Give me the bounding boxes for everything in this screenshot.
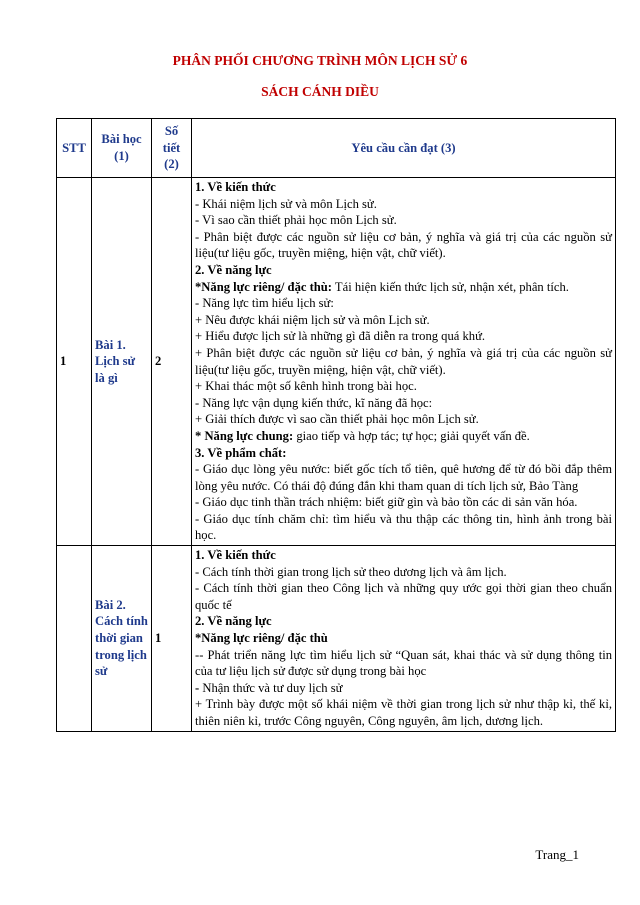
requirement-line [195,212,612,229]
table-row [57,546,616,732]
requirement-line [195,580,612,613]
requirement-heading: 2. Về năng lực [195,614,272,629]
requirement-line [195,511,612,544]
row-stt: 1 [57,178,92,546]
requirement-line [195,395,612,412]
row-lesson: Bài 2. Cách tính thời gian trong lịch sử [92,546,152,732]
requirement-text: + Trình bày được một số khái niệm về thời gian trong lịch sử như thập kỉ, thế kỉ, thiên niên kỉ, trước Công nguyên, Công nguyên, âm lịch, dương lịch. [195,697,612,728]
requirement-line [195,564,612,581]
table-header-row [57,119,616,178]
requirement-text: + Giải thích được vì sao cần thiết phải học môn Lịch sử. [195,412,479,427]
requirement-line [195,630,612,647]
requirement-line [195,461,612,494]
requirement-line [195,428,612,445]
requirement-line [195,680,612,697]
requirement-line [195,262,612,279]
requirement-line [195,696,612,729]
requirement-heading: 1. Về kiến thức [195,180,276,194]
requirement-heading: 2. Về năng lực [195,262,272,277]
requirement-text: Nhận thức và tư duy lịch sử [199,680,343,695]
requirement-text: giao tiếp và hợp tác; tự học; giải quyết vấn đề. [293,428,530,443]
requirement-heading: * Năng lực chung: [195,428,294,443]
requirement-line [195,328,612,345]
requirement-line [195,229,612,262]
requirement-line [195,295,612,312]
row-stt [57,546,92,732]
requirement-line [195,613,612,630]
requirement-text: + Hiểu được lịch sử là những gì đã diễn ra trong quá khứ. [195,329,486,344]
requirement-line [195,445,612,462]
requirement-text: Tái hiện kiến thức lịch sử, nhận xét, phân tích. [332,279,569,294]
requirement-line [195,411,612,428]
requirement-line [195,196,612,213]
header-requirements: Yêu cầu cần đạt (3) [192,119,616,178]
requirement-line [195,494,612,511]
requirement-text: - Vì sao cần thiết phải học môn Lịch sử. [195,213,397,228]
table-row [57,178,616,546]
document-subtitle: SÁCH CÁNH DIỀU [261,84,379,99]
row-requirements [192,178,616,546]
header-periods: Số tiết (2) [152,119,192,178]
requirement-text: + Phân biệt được các nguồn sử liệu cơ bản, ý nghĩa và giá trị của các nguồn sử liệu(tư liệu gốc, truyền miệng, hiện vật, chữ viết). [195,345,612,377]
requirement-text: - Năng lực tìm hiểu lịch sử: [195,296,334,311]
requirement-text: - Giáo dục tính chăm chỉ: tìm hiểu và thu thập các thông tin, hình ảnh trong bài học. [195,511,612,543]
row-requirements [192,546,616,732]
requirement-heading: - [195,680,200,695]
curriculum-table [56,118,616,732]
requirement-text: - Phân biệt được các nguồn sử liệu cơ bản, ý nghĩa và giá trị của các nguồn sử liệu(tư liệu gốc, truyền miệng, hiện vật, chữ viết). [195,229,612,261]
row-periods: 1 [152,546,192,732]
requirement-line [195,547,612,564]
header-lesson: Bài học (1) [92,119,152,178]
page-number: Trang_1 [535,847,579,862]
requirement-text: - Giáo dục lòng yêu nước: biết gốc tích tổ tiên, quê hương để từ đó bồi đắp thêm lòng yêu nước. Có thái độ đúng đắn khi tham quan di tích lịch sử, Bảo Tàng [195,462,612,493]
row-lesson: Bài 1. Lịch sử là gì [92,178,152,546]
requirement-line [195,378,612,395]
header-stt: STT [57,119,92,178]
requirement-text: - Cách tính thời gian theo Công lịch và những quy ước gọi thời gian theo chuẩn quốc tế [195,581,612,612]
requirement-line [195,345,612,378]
requirement-text: - Giáo dục tinh thần trách nhiệm: biết giữ gìn và bảo tồn các di sản văn hóa. [195,495,578,510]
row-periods: 2 [152,178,192,546]
requirement-line [195,647,612,680]
requirement-line [195,179,612,196]
requirement-heading: *Năng lực riêng/ đặc thù: [195,279,332,294]
requirement-text: + Nêu được khái niệm lịch sử và môn Lịch sử. [195,312,430,327]
requirement-line [195,312,612,329]
requirement-text: -- Phát triển năng lực tìm hiểu lịch sử “Quan sát, khai thác và sử dụng thông tin của tư liệu lịch sử được sử dụng trong bài học [195,647,612,679]
requirement-line [195,279,612,296]
requirement-text: - Năng lực vận dụng kiến thức, kĩ năng đã học: [195,395,433,410]
requirement-text: - Cách tính thời gian trong lịch sử theo dương lịch và âm lịch. [195,564,507,579]
requirement-heading: 1. Về kiến thức [195,548,276,563]
requirement-text: + Khai thác một số kênh hình trong bài học. [195,379,417,394]
document-title: PHÂN PHỐI CHƯƠNG TRÌNH MÔN LỊCH SỬ 6 [172,53,468,68]
requirement-heading: *Năng lực riêng/ đặc thù [195,631,328,646]
requirement-text: - Khái niệm lịch sử và môn Lịch sử. [195,196,377,211]
requirement-heading: 3. Về phẩm chất: [195,445,287,460]
